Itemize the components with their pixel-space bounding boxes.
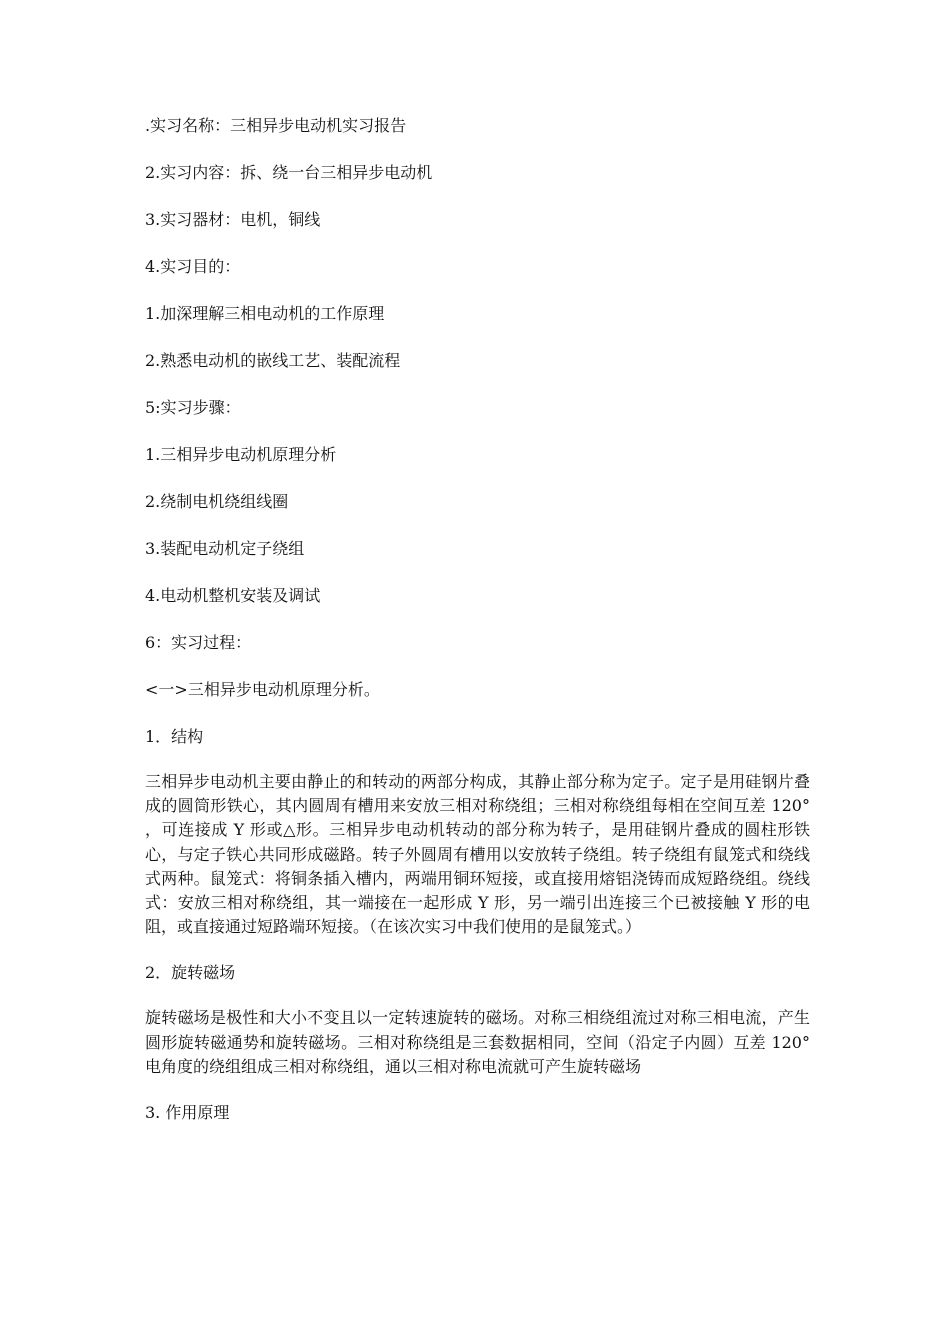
step-item-3: 3.装配电动机定子绕组 (145, 539, 305, 558)
structure-heading: 1．结构 (145, 727, 204, 746)
rotating-field-heading: 2．旋转磁场 (145, 963, 236, 983)
practice-equipment-line: 3.实习器材：电机，铜线 (145, 210, 321, 229)
structure-paragraph: 三相异步电动机主要由静止的和转动的两部分构成，其静止部分称为定子。定子是用硅钢片叠成的圆筒形铁心，其内圆周有槽用来安放三相对称绕组；三相对称绕组每相在空间互差 120° ，可连接成 Y 形或△形。三相异步电动机转动的部分称为转子，是用硅钢片叠成的圆柱形铁心，与定子铁心共同形成磁路。转子外圆周有槽用以安放转子绕组。转子绕组有鼠笼式和绕线式两种。鼠笼式：将铜条插入槽内，两端用铜环短接，或直接用熔铝浇铸而成短路绕组。绕线式：安放三相对称绕组，其一端接在一起形成 Y 形，另一端引出连接三个已被接触 Y 形的电阻，或直接通过短路端环短接。（在该次实习中我们使用的是鼠笼式。） (145, 772, 810, 937)
purpose-item-1: 1.加深理解三相电动机的工作原理 (145, 304, 385, 323)
practice-purpose-heading: 4.实习目的： (145, 257, 241, 276)
section-principle-analysis-heading: <一>三相异步电动机原理分析。 (145, 680, 380, 699)
working-principle-heading: 3. 作用原理 (145, 1103, 230, 1123)
practice-content-line: 2.实习内容：拆、绕一台三相异步电动机 (145, 163, 433, 182)
step-item-2: 2.绕制电机绕组线圈 (145, 492, 289, 511)
practice-name-line: .实习名称：三相异步电动机实习报告 (145, 116, 407, 135)
rotating-field-paragraph: 旋转磁场是极性和大小不变且以一定转速旋转的磁场。对称三相绕组流过对称三相电流，产生圆形旋转磁通势和旋转磁场。三相对称绕组是三套数据相同，空间（沿定子内圆）互差 120° 电角度的绕组组成三相对称绕组，通以三相对称电流就可产生旋转磁场 (145, 1008, 810, 1076)
practice-steps-heading: 5:实习步骤： (145, 398, 241, 417)
practice-process-heading: 6：实习过程： (145, 633, 252, 652)
document-body (145, 112, 810, 1146)
step-item-4: 4.电动机整机安装及调试 (145, 586, 321, 605)
step-item-1: 1.三相异步电动机原理分析 (145, 445, 337, 464)
purpose-item-2: 2.熟悉电动机的嵌线工艺、装配流程 (145, 351, 401, 370)
